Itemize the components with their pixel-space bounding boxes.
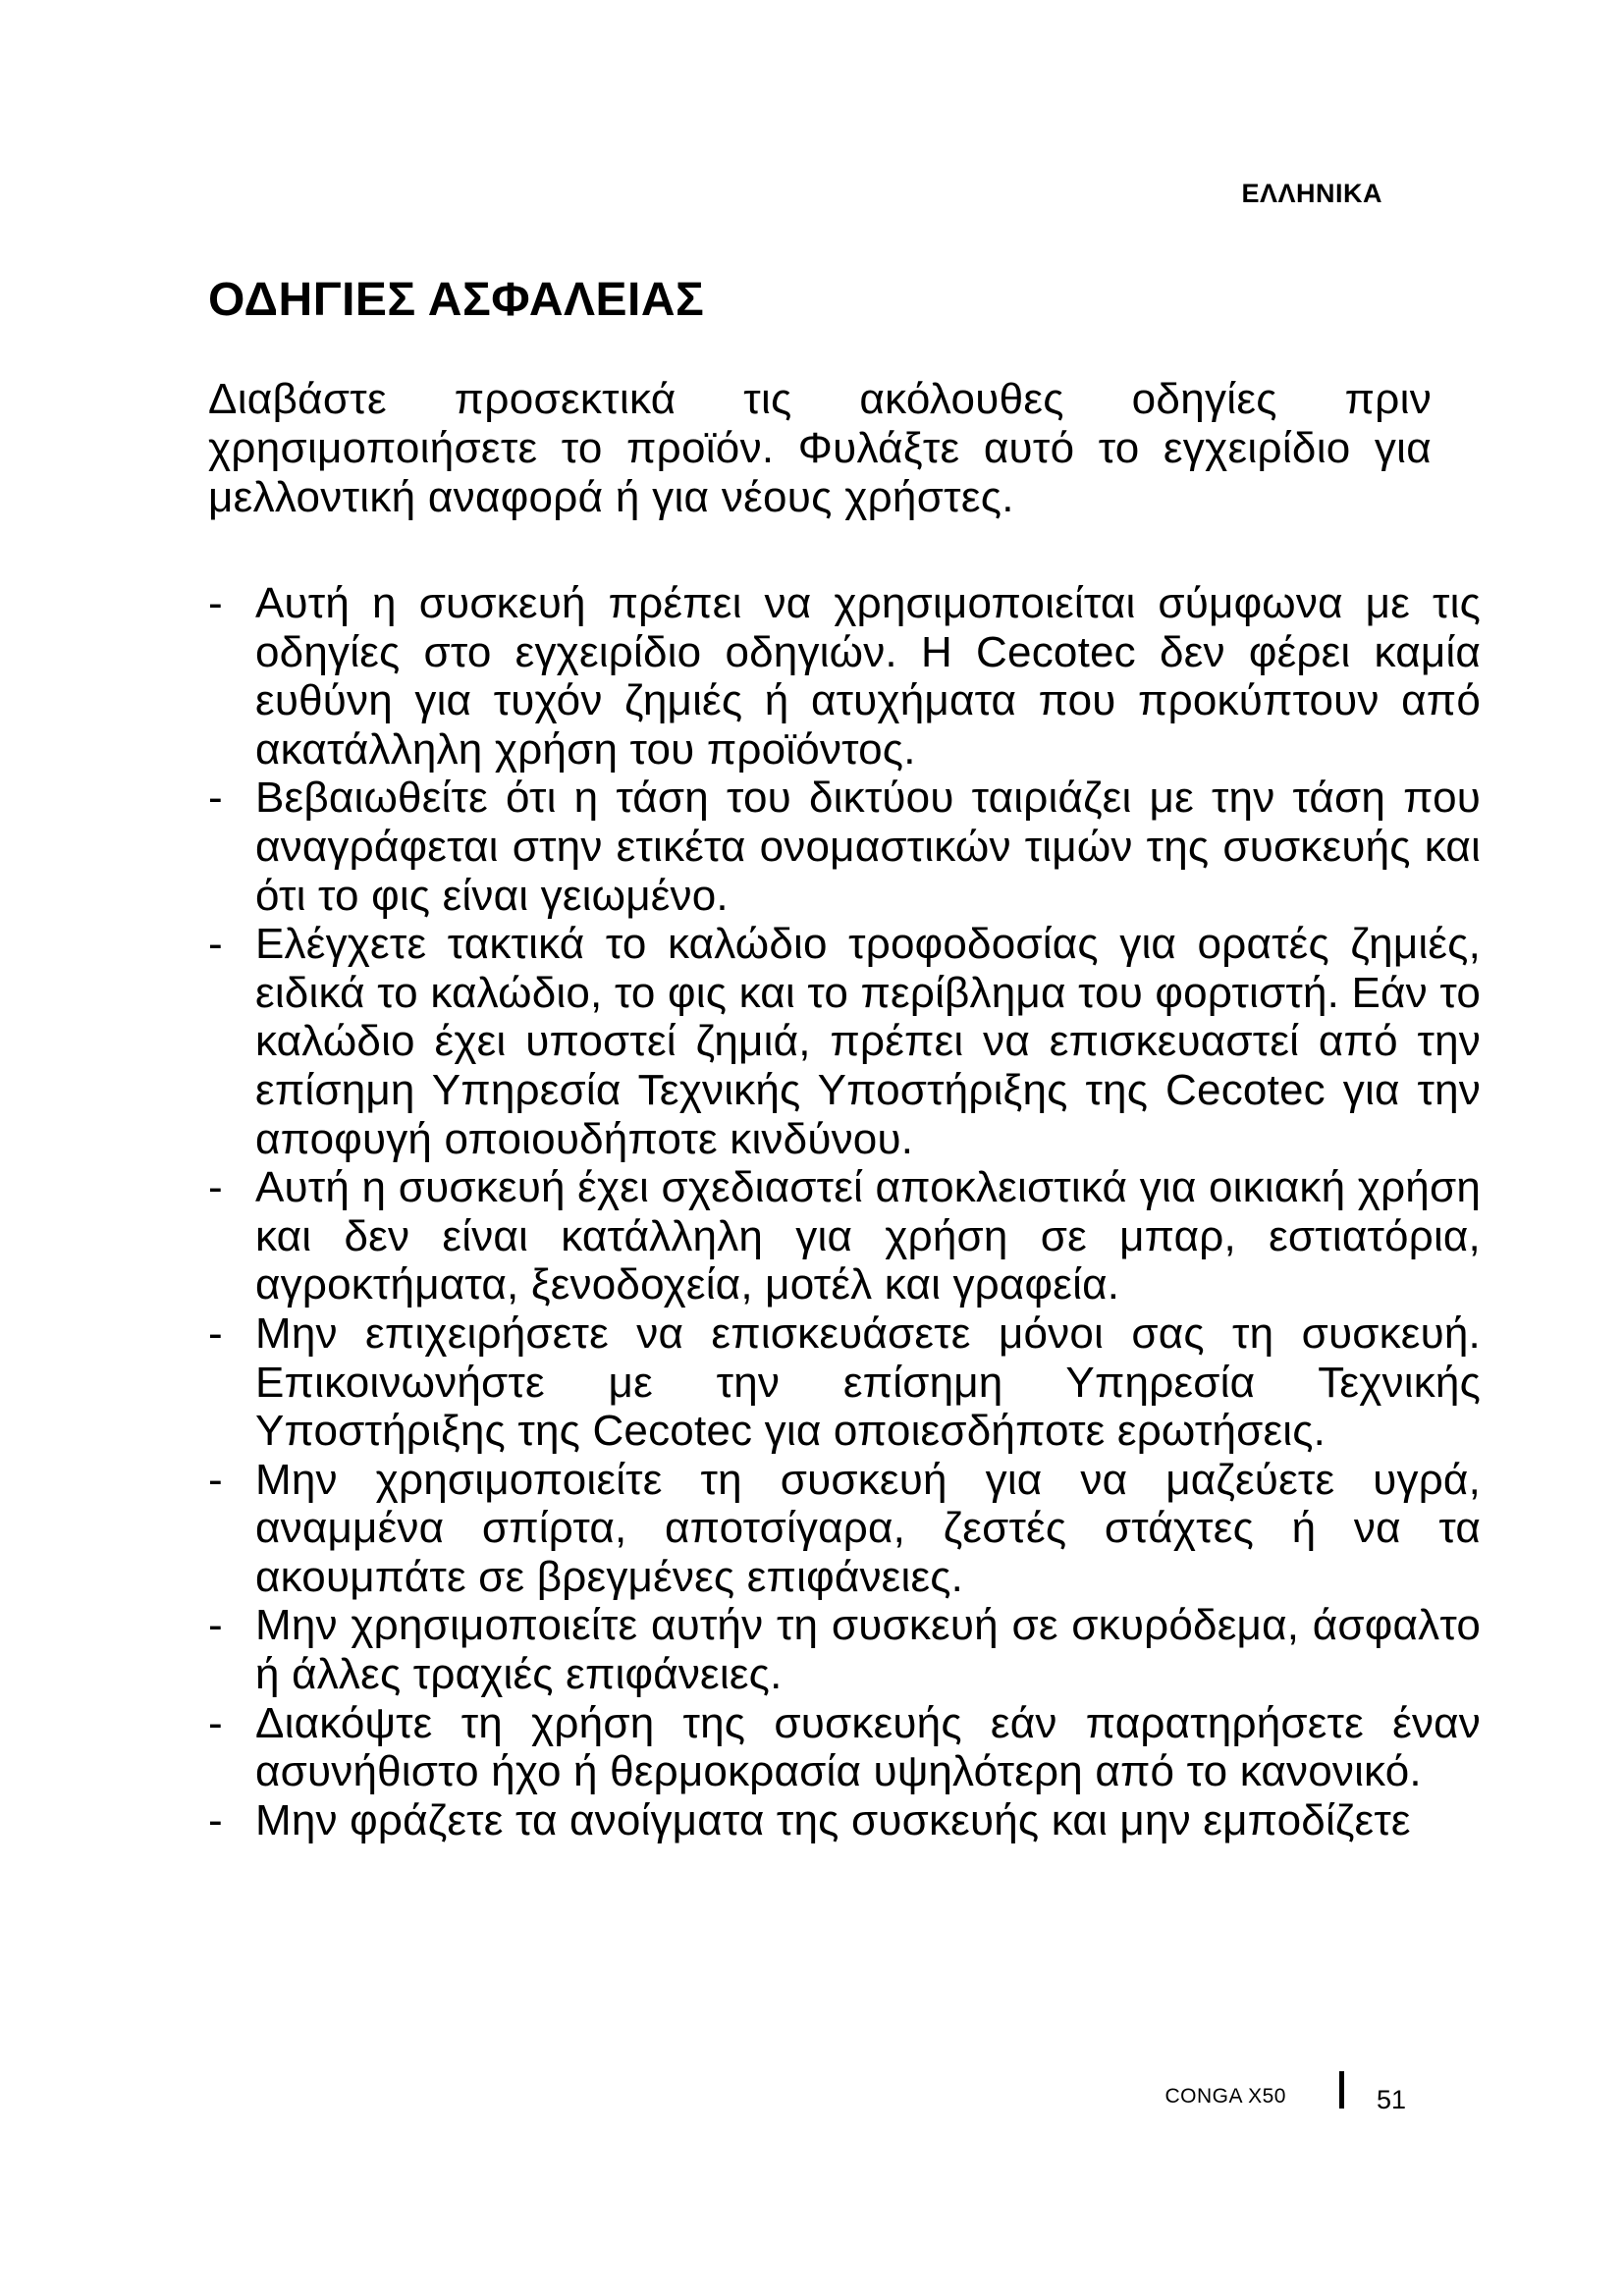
list-item-text: Ελέγχετε τακτικά το καλώδιο τροφοδοσίας για ορατές ζημιές, ειδικά το καλώδιο, το φις και το περίβλημα του φορτιστή. Εάν το καλώδιο έχει υποστεί ζημιά, πρέπει να επισκευαστεί από την επίσημη Υπηρεσία Τεχνικής Υποστήριξης της Cecotec για την αποφυγή οποιουδήποτε κινδύνου.	[255, 920, 1481, 1163]
list-item	[208, 1309, 1481, 1456]
list-item	[208, 1456, 1481, 1602]
list-item	[208, 1796, 1481, 1845]
list-item-text: Βεβαιωθείτε ότι η τάση του δικτύου ταιριάζει με την τάση που αναγράφεται στην ετικέτα ονομαστικών τιμών της συσκευής και ότι το φις είναι γειωμένο.	[255, 774, 1481, 920]
bullet-dash: -	[208, 579, 223, 627]
safety-instructions-list	[208, 579, 1481, 1844]
list-item	[208, 579, 1481, 774]
list-item-text: Αυτή η συσκευή πρέπει να χρησιμοποιείται σύμφωνα με τις οδηγίες στο εγχειρίδιο οδηγιών. Η Cecotec δεν φέρει καμία ευθύνη για τυχόν ζημιές ή ατυχήματα που προκύπτουν από ακατάλληλη χρήση του προϊόντος.	[255, 579, 1481, 774]
page-title: ΟΔΗΓΙΕΣ ΑΣΦΑΛΕΙΑΣ	[208, 274, 705, 326]
list-item-text: Διακόψτε τη χρήση της συσκευής εάν παρατηρήσετε έναν ασυνήθιστο ήχο ή θερμοκρασία υψηλότερη από το κανονικό.	[255, 1698, 1481, 1796]
bullet-dash: -	[208, 920, 223, 969]
list-item-text: Μην επιχειρήσετε να επισκευάσετε μόνοι σας τη συσκευή. Επικοινωνήστε με την επίσημη Υπηρεσία Τεχνικής Υποστήριξης της Cecotec για οποιεσδήποτε ερωτήσεις.	[255, 1308, 1481, 1456]
footer-model-name: CONGA X50	[1164, 2085, 1286, 2108]
bullet-dash: -	[208, 1698, 223, 1747]
list-item-text: Αυτή η συσκευή έχει σχεδιαστεί αποκλειστικά για οικιακή χρήση και δεν είναι κατάλληλη για χρήση σε μπαρ, εστιατόρια, αγροκτήματα, ξενοδοχεία, μοτέλ και γραφεία.	[255, 1163, 1481, 1309]
list-item	[208, 1699, 1481, 1796]
footer-divider	[1339, 2071, 1344, 2109]
language-label: ΕΛΛΗΝΙΚΑ	[1241, 179, 1382, 208]
list-item	[208, 1601, 1481, 1698]
list-item-text: Μην φράζετε τα ανοίγματα της συσκευής και μην εμποδίζετε	[255, 1795, 1411, 1844]
bullet-dash: -	[208, 1795, 223, 1844]
intro-paragraph: Διαβάστε προσεκτικά τις ακόλουθες οδηγίες πριν χρησιμοποιήσετε το προϊόν. Φυλάξτε αυτό το εγχειρίδιο για μελλοντική αναφορά ή για νέους χρήστες.	[208, 375, 1432, 521]
list-item	[208, 774, 1481, 920]
bullet-dash: -	[208, 774, 223, 823]
list-item-text: Μην χρησιμοποιείτε αυτήν τη συσκευή σε σκυρόδεμα, άσφαλτο ή άλλες τραχιές επιφάνειες.	[255, 1601, 1481, 1699]
page-number: 51	[1377, 2085, 1407, 2114]
bullet-dash: -	[208, 1455, 223, 1504]
bullet-dash: -	[208, 1163, 223, 1212]
bullet-dash: -	[208, 1601, 223, 1650]
bullet-dash: -	[208, 1308, 223, 1358]
list-item-text: Μην χρησιμοποιείτε τη συσκευή για να μαζεύετε υγρά, αναμμένα σπίρτα, αποτσίγαρα, ζεστές στάχτες ή να τα ακουμπάτε σε βρεγμένες επιφάνειες.	[255, 1455, 1481, 1601]
list-item	[208, 1163, 1481, 1309]
list-item	[208, 920, 1481, 1163]
